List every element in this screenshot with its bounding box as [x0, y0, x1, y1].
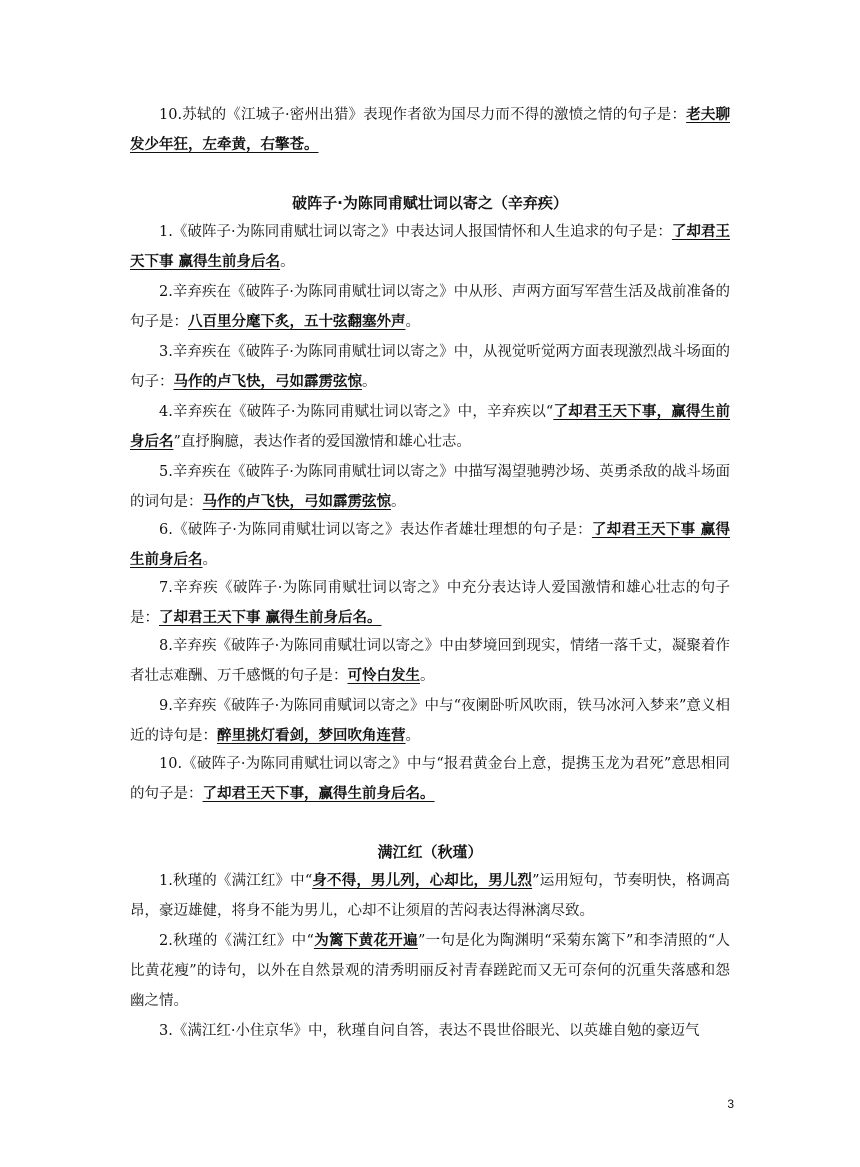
question-tail: 。 [405, 314, 420, 330]
section-title-manjianghong: 满江红（秋瑾） [377, 843, 483, 861]
list-item [130, 1016, 730, 1046]
question-text: 4.辛弃疾在《破阵子·为陈同甫赋壮词以寄之》中，辛弃疾以“ [159, 404, 554, 420]
list-item [130, 337, 730, 397]
question-tail: 。 [391, 494, 406, 510]
list-item [130, 397, 730, 457]
question-text: 6.《破阵子·为陈同甫赋壮词以寄之》表达作者雄壮理想的句子是： [159, 522, 592, 538]
answer-text: 了却君王天下事，赢得生前身后名。 [202, 786, 435, 802]
question-tail: 。 [405, 728, 420, 744]
question-text: 9.辛弃疾《破阵子·为陈同甫赋词以寄之》中与“夜阑卧听风吹雨，铁马冰河入梦来”意义相近的诗句是： [130, 698, 730, 744]
question-tail: 。 [362, 374, 377, 390]
list-item [130, 457, 730, 517]
section-title-pozhenzi: 破阵子·为陈同甫赋壮词以寄之（辛弃疾） [292, 194, 568, 212]
list-item [130, 691, 730, 751]
question-tail: ”运用短句，节奏明快，格调高昂，豪迈雄健，将身不能为男儿，心却不让须眉的苦闷表达得淋漓尽致。 [130, 873, 730, 919]
list-item [130, 749, 730, 809]
list-item [130, 926, 730, 1016]
question-tail: ”直抒胸臆，表达作者的爱国激情和雄心壮志。 [173, 434, 471, 450]
answer-text: 醉里挑灯看剑，梦回吹角连营 [217, 728, 406, 744]
list-item [130, 217, 730, 277]
answer-text: 为篱下黄花开遍 [313, 933, 418, 949]
answer-text: 了却君王天下事，赢得生前身后名 [130, 404, 731, 450]
answer-text: 可怜白发生 [347, 668, 420, 684]
answer-text: 马作的卢飞快，弓如霹雳弦惊 [202, 494, 391, 510]
answer-text: 八百里分麾下炙，五十弦翻塞外声 [188, 314, 406, 330]
question-text: 8.辛弃疾《破阵子·为陈同甫赋壮词以寄之》中由梦境回到现实，情绪一落千丈，凝聚着作者壮志难酬、万千感慨的句子是： [130, 638, 730, 684]
list-item [130, 277, 730, 337]
question-text: 1.《破阵子·为陈同甫赋壮词以寄之》中表达词人报国情怀和人生追求的句子是： [159, 224, 672, 240]
question-text: 1.秋瑾的《满江红》中“ [159, 873, 313, 889]
answer-text: 身不得，男儿列，心却比，男儿烈 [312, 873, 533, 889]
intro-item [130, 100, 730, 160]
list-item [130, 515, 730, 575]
question-text: 3.《满江红·小住京华》中，秋瑾自问自答，表达不畏世俗眼光、以英雄自勉的豪迈气 [159, 1023, 700, 1039]
question-text: 5.辛弃疾在《破阵子·为陈同甫赋壮词以寄之》中描写渴望驰骋沙场、英勇杀敌的战斗场面的词句是： [130, 464, 730, 510]
answer-text: 老夫聊发少年狂，左牵黄，右擎苍。 [130, 107, 730, 153]
question-text: 7.辛弃疾《破阵子·为陈同甫赋壮词以寄之》中充分表达诗人爱国激情和雄心壮志的句子是： [130, 580, 730, 626]
answer-text: 了却君王天下事 赢得生前身后名 [130, 224, 730, 270]
question-tail: 。 [420, 668, 435, 684]
list-item [130, 573, 730, 633]
question-text: 10.苏轼的《江城子·密州出猎》表现作者欲为国尽力而不得的激愤之情的句子是： [159, 107, 687, 123]
page-number: 3 [727, 1097, 734, 1111]
answer-text: 马作的卢飞快，弓如霹雳弦惊 [173, 374, 362, 390]
question-text: 10.《破阵子·为陈同甫赋壮词以寄之》中与“报君黄金台上意，提携玉龙为君死”意思相同的句子是： [130, 756, 730, 802]
question-tail: 。 [202, 552, 217, 568]
answer-text: 了却君王天下事 赢得生前身后名 [130, 522, 730, 568]
question-text: 2.秋瑾的《满江红》中“ [159, 933, 314, 949]
answer-text: 了却君王天下事 赢得生前身后名。 [159, 610, 382, 626]
list-item [130, 866, 730, 926]
question-tail: 。 [280, 254, 295, 270]
question-text: 2.辛弃疾在《破阵子·为陈同甫赋壮词以寄之》中从形、声两方面写军营生活及战前准备的句子是： [130, 284, 730, 330]
question-text: 3.辛弃疾在《破阵子·为陈同甫赋壮词以寄之》中，从视觉听觉两方面表现激烈战斗场面的句子： [130, 344, 730, 390]
question-tail: ”一句是化为陶渊明“采菊东篱下”和李清照的“人比黄花瘦”的诗句，以外在自然景观的清秀明丽反衬青春蹉跎而又无可奈何的沉重失落感和怨幽之情。 [130, 933, 731, 1009]
list-item [130, 631, 730, 691]
